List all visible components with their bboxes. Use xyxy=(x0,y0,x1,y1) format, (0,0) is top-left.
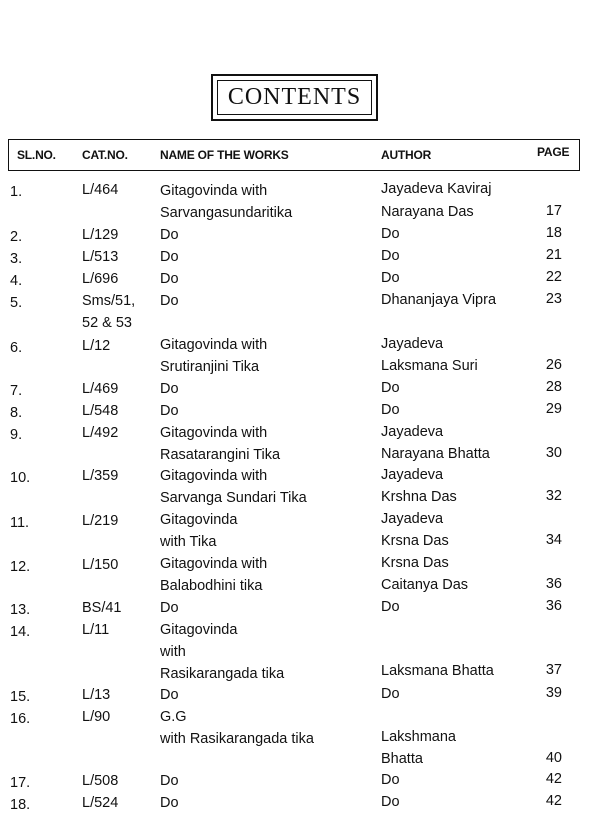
row-work: Do xyxy=(160,249,179,265)
row-author: Narayana Das xyxy=(381,204,474,220)
row-author: Jayadeva xyxy=(381,511,444,527)
row-cat: L/219 xyxy=(82,513,119,529)
row-num: 14. xyxy=(10,624,31,640)
row-work: Do xyxy=(160,687,179,703)
row-num: 16. xyxy=(10,711,31,727)
row-author: Lakshmana xyxy=(381,729,456,745)
row-num: 10. xyxy=(10,470,31,486)
row-work: Srutiranjini Tika xyxy=(160,359,260,375)
row-author: Do xyxy=(381,772,400,788)
row-page: 42 xyxy=(545,793,562,809)
row-cat: L/90 xyxy=(82,709,111,725)
row-page: 26 xyxy=(545,357,562,373)
row-cat: L/464 xyxy=(82,182,119,198)
row-num: 8. xyxy=(10,405,23,421)
row-author: Krshna Das xyxy=(381,489,457,505)
row-work: Do xyxy=(160,381,179,397)
row-work: Balabodhini tika xyxy=(160,578,263,594)
row-work: Gitagovinda with xyxy=(160,556,268,572)
row-num: 17. xyxy=(10,775,31,791)
title-box xyxy=(211,74,378,121)
row-num: 2. xyxy=(10,229,23,245)
row-work: with Tika xyxy=(160,534,217,550)
row-num: 7. xyxy=(10,383,23,399)
row-author: Do xyxy=(381,686,400,702)
row-work: Do xyxy=(160,600,179,616)
row-work: Do xyxy=(160,403,179,419)
row-cat: L/513 xyxy=(82,249,119,265)
row-num: 6. xyxy=(10,340,23,356)
row-cat: L/469 xyxy=(82,381,119,397)
row-author: Krsna Das xyxy=(381,533,449,549)
row-author: Krsna Das xyxy=(381,555,449,571)
row-work: Gitagovinda xyxy=(160,622,238,638)
row-author: Jayadeva xyxy=(381,424,444,440)
row-author: Do xyxy=(381,226,400,242)
row-work: Do xyxy=(160,271,179,287)
row-work: Do xyxy=(160,773,179,789)
row-page: 22 xyxy=(545,269,562,285)
row-cat: Sms/51, xyxy=(82,293,136,309)
row-author: Do xyxy=(381,270,400,286)
row-work: Sarvangasundaritika xyxy=(160,205,293,221)
row-work: with xyxy=(160,644,186,660)
row-work: G.G xyxy=(160,709,187,725)
row-num: 18. xyxy=(10,797,31,813)
row-work: with Rasikarangada tika xyxy=(160,731,314,747)
row-work: Rasatarangini Tika xyxy=(160,447,281,463)
row-author: Caitanya Das xyxy=(381,577,469,593)
row-cat: L/13 xyxy=(82,687,111,703)
row-cat: L/11 xyxy=(82,622,110,638)
row-num: 3. xyxy=(10,251,23,267)
row-cat: BS/41 xyxy=(82,600,122,616)
row-page: 34 xyxy=(545,532,562,548)
row-work: Rasikarangada tika xyxy=(160,666,285,682)
row-num: 5. xyxy=(10,295,23,311)
row-author: Do xyxy=(381,248,400,264)
row-work: Gitagovinda with xyxy=(160,425,268,441)
row-cat: L/12 xyxy=(82,338,111,354)
row-author: Jayadeva xyxy=(381,336,444,352)
row-work: Sarvanga Sundari Tika xyxy=(160,490,307,506)
row-cat: L/696 xyxy=(82,271,119,287)
header-catno: CAT.NO. xyxy=(82,148,128,162)
row-work: Gitagovinda with xyxy=(160,183,268,199)
row-num: 13. xyxy=(10,602,31,618)
row-cat: L/492 xyxy=(82,425,119,441)
row-num: 11. xyxy=(10,515,30,531)
row-cat: L/548 xyxy=(82,403,119,419)
row-work: Do xyxy=(160,293,179,309)
row-work: Gitagovinda with xyxy=(160,337,268,353)
row-cat: L/508 xyxy=(82,773,119,789)
row-author: Do xyxy=(381,380,400,396)
row-author: Bhatta xyxy=(381,751,423,767)
row-num: 15. xyxy=(10,689,31,705)
row-author: Do xyxy=(381,794,400,810)
row-cat: L/524 xyxy=(82,795,119,811)
row-cat: 52 & 53 xyxy=(82,315,132,331)
header-page: PAGE xyxy=(537,145,570,159)
row-page: 30 xyxy=(545,445,562,461)
row-author: Laksmana Suri xyxy=(381,358,478,374)
row-work: Gitagovinda xyxy=(160,512,238,528)
row-page: 18 xyxy=(545,225,562,241)
header-works: NAME OF THE WORKS xyxy=(160,148,289,162)
row-page: 17 xyxy=(545,203,562,219)
row-page: 29 xyxy=(545,401,562,417)
row-page: 36 xyxy=(545,598,562,614)
row-cat: L/359 xyxy=(82,468,119,484)
row-author: Do xyxy=(381,599,400,615)
row-num: 9. xyxy=(10,427,23,443)
row-author: Do xyxy=(381,402,400,418)
row-author: Jayadeva xyxy=(381,467,444,483)
row-page: 21 xyxy=(545,247,562,263)
row-author: Narayana Bhatta xyxy=(381,446,490,462)
row-author: Laksmana Bhatta xyxy=(381,663,494,679)
row-cat: L/150 xyxy=(82,557,119,573)
row-page: 42 xyxy=(545,771,562,787)
row-num: 1. xyxy=(10,184,23,200)
row-num: 12. xyxy=(10,559,31,575)
row-page: 32 xyxy=(545,488,562,504)
header-author: AUTHOR xyxy=(381,148,432,162)
row-page: 36 xyxy=(545,576,562,592)
row-author: Dhananjaya Vipra xyxy=(381,292,497,308)
row-work: Do xyxy=(160,227,179,243)
row-page: 37 xyxy=(545,662,562,678)
row-page: 39 xyxy=(545,685,562,701)
page-title: CONTENTS xyxy=(227,84,362,110)
row-page: 28 xyxy=(545,379,562,395)
row-num: 4. xyxy=(10,273,23,289)
row-work: Gitagovinda with xyxy=(160,468,268,484)
row-author: Jayadeva Kaviraj xyxy=(381,181,492,197)
header-slno: SL.NO. xyxy=(17,148,56,162)
row-cat: L/129 xyxy=(82,227,119,243)
row-work: Do xyxy=(160,795,179,811)
row-page: 40 xyxy=(545,750,562,766)
title-inner-frame xyxy=(217,80,372,115)
row-page: 23 xyxy=(545,291,562,307)
